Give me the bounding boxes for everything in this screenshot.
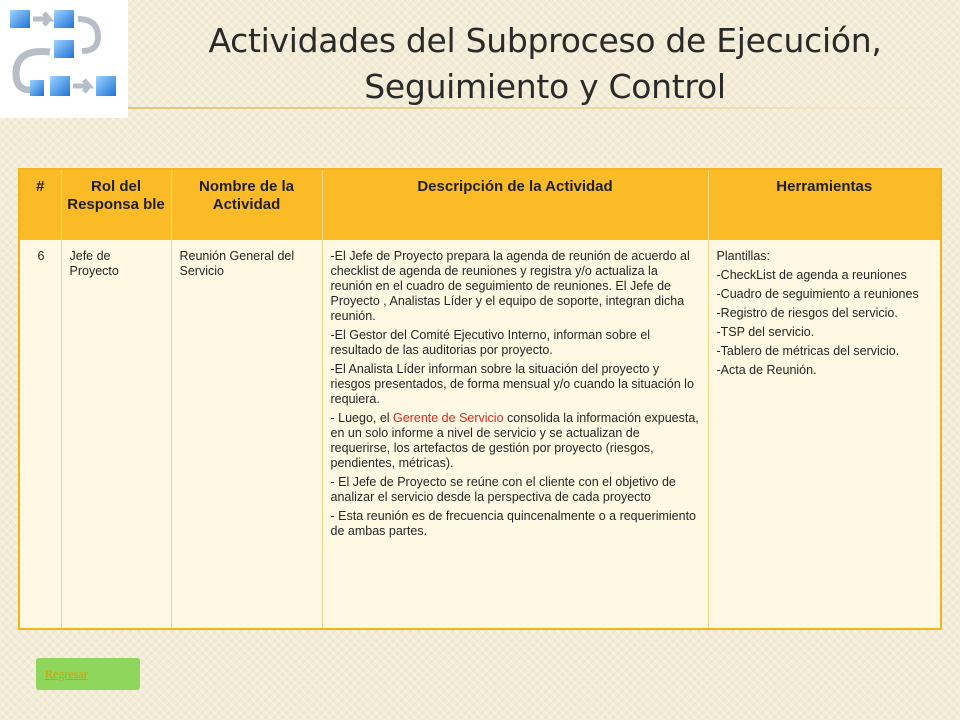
descripcion-p2: -El Gestor del Comité Ejecutivo Interno, informan sobre el resultado de las auditorias por proyecto. [330,328,651,357]
descripcion-p4 [331,411,700,471]
herramientas-item: Plantillas: [716,249,770,263]
table-header-row [20,170,940,240]
cell-num: 6 [37,249,45,263]
process-flow-logo-icon [0,0,128,118]
descripcion-p5: - El Jefe de Proyecto se reúne con el cliente con el objetivo de analizar el servicio desde la perspectiva de cada proyecto [330,475,676,504]
title-divider [128,107,960,109]
header-herramientas: Herramientas [708,170,940,240]
herramientas-item: -Cuadro de seguimiento a reuniones [716,287,919,301]
herramientas-item: -Registro de riesgos del servicio. [716,306,898,320]
header-nombre: Nombre de la Actividad [171,170,322,240]
gerente-servicio-highlight: Gerente de Servicio [393,411,504,425]
cell-rol: Jefe de Proyecto [61,240,171,628]
herramientas-item: -CheckList de agenda a reuniones [716,268,907,282]
activities-table-frame [18,168,942,630]
descripcion-p6: - Esta reunión es de frecuencia quincenalmente o a requerimiento de ambas partes. [330,509,696,538]
herramientas-item: -TSP del servicio. [716,325,815,339]
descripcion-p4-before: - Luego, el [330,411,394,425]
page-title-line-2: Seguimiento y Control [364,67,726,106]
page-title [130,18,960,110]
table-row [20,240,940,628]
descripcion-p4-after: consolida la información expuesta, en un solo informe a nivel de servicio y se actualizan de requerirse, los artefactos de gestión por proyecto (riesgos, pendientes, métricas). [330,411,699,470]
herramientas-item: -Acta de Reunión. [716,363,817,377]
regresar-button[interactable] [36,658,140,690]
cell-nombre: Reunión General del Servicio [171,240,322,628]
regresar-link[interactable]: Regresar [45,666,88,681]
cell-herramientas [708,240,940,628]
header-num: # [20,170,61,240]
page-title-line-1: Actividades del Subproceso de Ejecución, [208,21,882,60]
descripcion-p1: -El Jefe de Proyecto prepara la agenda de reunión de acuerdo al checklist de agenda de reuniones y registra y/o actualiza la reunión en el cuadro de seguimiento de reuniones. El Jefe de Proyecto , Analistas Líder y el equipo de soporte, integran dicha reunión. [330,249,690,323]
activities-table [20,170,940,628]
descripcion-p3: -El Analista Líder informan sobre la situación del proyecto y riesgos presentados, de forma mensual y/o cuando la situación lo requiera. [330,362,694,406]
herramientas-item: -Tablero de métricas del servicio. [716,344,900,358]
header-rol: Rol del Responsa ble [61,170,171,240]
cell-descripcion [322,240,708,628]
header-descripcion: Descripción de la Actividad [322,170,708,240]
